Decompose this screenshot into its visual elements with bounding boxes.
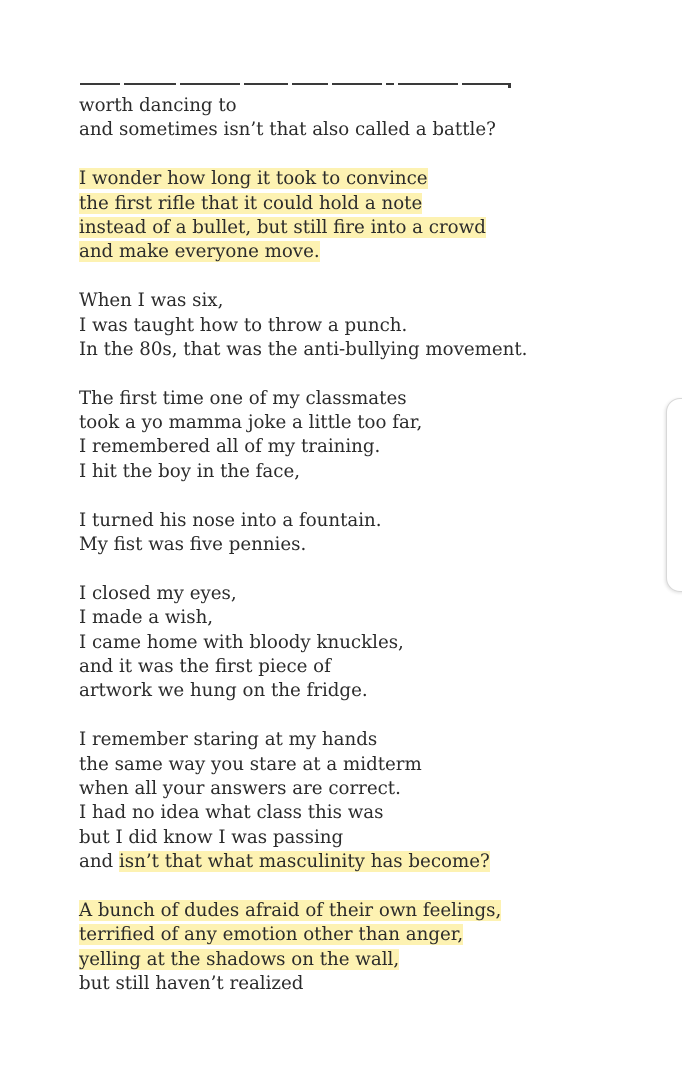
poem-line [79, 631, 639, 655]
line-text: took a yo mamma joke a little too far, [79, 412, 423, 434]
poem-line [79, 826, 639, 850]
poem-line [79, 972, 639, 996]
poem-line [79, 948, 639, 972]
stanza-gap [79, 484, 639, 508]
poem-line [79, 338, 639, 362]
poem-line [79, 728, 639, 752]
line-text: I hit the boy in the face, [79, 460, 300, 482]
stanza-gap [79, 143, 639, 167]
highlighted-text: I wonder how long it took to convince [79, 168, 428, 190]
line-text: I came home with bloody knuckles, [79, 631, 404, 653]
poem-line [79, 411, 639, 435]
poem-line [79, 753, 639, 777]
poem-line [79, 582, 639, 606]
poem-line [79, 435, 639, 459]
poem-text [79, 94, 639, 996]
poem-line [79, 192, 639, 216]
line-text: In the 80s, that was the anti-bullying movement. [79, 338, 528, 360]
line-text: I was taught how to throw a punch. [79, 314, 408, 336]
line-text: the same way you stare at a midterm [79, 753, 422, 775]
poem-line [79, 679, 639, 703]
line-text: When I was six, [79, 290, 224, 312]
stanza-gap [79, 875, 639, 899]
poem-line [79, 387, 639, 411]
line-text: I turned his nose into a fountain. [79, 509, 382, 531]
line-text: but still haven’t realized [79, 973, 304, 995]
line-text: I remembered all of my training. [79, 436, 381, 458]
line-text: My fist was five pennies. [79, 534, 307, 556]
highlighted-text: isn’t that what masculinity has become? [118, 851, 490, 873]
stanza-gap [79, 265, 639, 289]
poem-line [79, 801, 639, 825]
highlighted-text: terrified of any emotion other than anger, [79, 924, 464, 946]
cropped-text-top [80, 80, 512, 88]
highlighted-text: and make everyone move. [79, 241, 320, 263]
line-text: and sometimes isn’t that also called a battle? [79, 119, 496, 141]
poem-line [79, 314, 639, 338]
line-text: I closed my eyes, [79, 582, 237, 604]
poem-line [79, 533, 639, 557]
line-text: artwork we hung on the fridge. [79, 680, 368, 702]
line-text: and it was the first piece of [79, 655, 331, 677]
poem-line [79, 923, 639, 947]
poem-line [79, 777, 639, 801]
stanza-gap [79, 557, 639, 581]
poem-line [79, 850, 639, 874]
highlighted-text: yelling at the shadows on the wall, [79, 948, 400, 970]
poem-line [79, 94, 639, 118]
poem-line [79, 167, 639, 191]
highlighted-text: the first rifle that it could hold a note [79, 192, 423, 214]
line-text: I made a wish, [79, 607, 214, 629]
poem-line [79, 118, 639, 142]
line-text: when all your answers are correct. [79, 777, 401, 799]
highlighted-text: instead of a bullet, but still fire into a crowd [79, 216, 486, 238]
poem-line [79, 509, 639, 533]
line-text: The first time one of my classmates [79, 387, 407, 409]
poem-line [79, 289, 639, 313]
poem-line [79, 606, 639, 630]
page-scroll-handle[interactable] [666, 398, 682, 592]
poem-line [79, 240, 639, 264]
line-text: I remember staring at my hands [79, 729, 378, 751]
poem-line [79, 216, 639, 240]
line-text: but I did know I was passing [79, 826, 344, 848]
poem-line [79, 460, 639, 484]
cropped-text-bottom [80, 998, 500, 1004]
stanza-gap [79, 704, 639, 728]
line-text: I had no idea what class this was [79, 802, 384, 824]
line-text: and [79, 851, 119, 873]
line-text: worth dancing to [79, 95, 237, 116]
poem-line [79, 899, 639, 923]
poem-line [79, 655, 639, 679]
stanza-gap [79, 362, 639, 386]
highlighted-text: A bunch of dudes afraid of their own feelings, [79, 899, 502, 921]
